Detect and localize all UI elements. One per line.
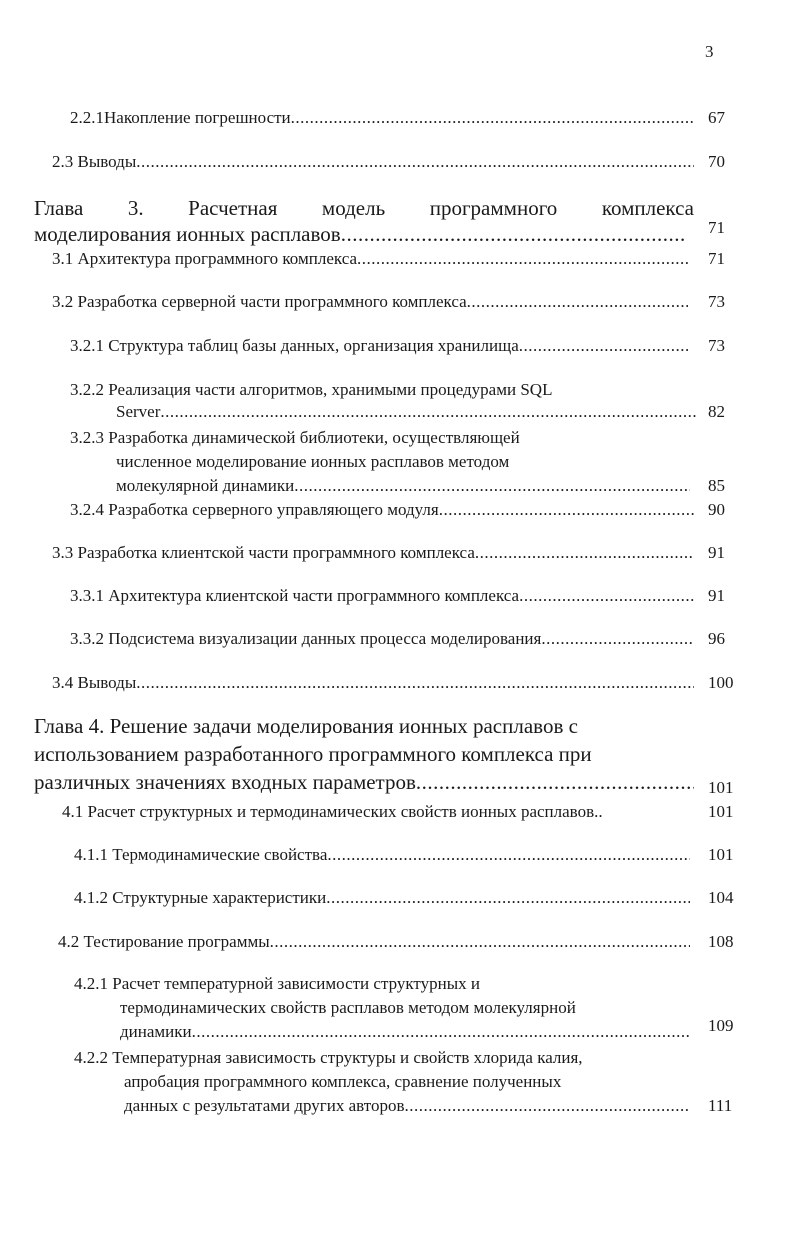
toc-entry-4-2-1-line3: [120, 1022, 690, 1042]
dot-leader: [136, 673, 694, 693]
toc-page-number: 73: [708, 336, 725, 355]
toc-page-number: 101: [708, 845, 734, 864]
toc-page-number: 101: [708, 778, 734, 797]
dot-leader: [294, 476, 690, 496]
chapter-word: 3.: [127, 196, 144, 220]
toc-entry-title: 3.3.2 Подсистема визуализации данных процесса моделирования: [70, 629, 542, 648]
toc-entry-title: 2.3 Выводы: [52, 152, 137, 171]
toc-entry-title: 3.1 Архитектура программного комплекса: [52, 249, 358, 268]
toc-page-number: 91: [708, 586, 725, 605]
toc-entry-title: молекулярной динамики: [116, 476, 295, 495]
toc-entry-3-2-3-line3: [116, 476, 690, 496]
dot-leader: [270, 932, 690, 952]
toc-entry-title: данных с результатами других авторов: [124, 1096, 405, 1115]
toc-entry-2-3: [52, 152, 694, 172]
toc-page-number: 85: [708, 476, 725, 495]
toc-chapter-3-line2: [34, 222, 684, 246]
toc-page-number: 96: [708, 629, 725, 648]
dot-leader: [416, 770, 694, 794]
toc-entry-4-2: [58, 932, 690, 952]
toc-page-number: 108: [708, 932, 734, 951]
toc-entry-title: 3.3 Разработка клиентской части программного комплекса: [52, 543, 475, 562]
toc-entry-4-2-1-line1: 4.2.1 Расчет температурной зависимости структурных и: [74, 974, 480, 993]
toc-entry-3-2-1: [70, 336, 688, 356]
toc-entry-3-3: [52, 543, 694, 563]
toc-page-number: 100: [708, 673, 734, 692]
toc-entry-4-2-2-line1: 4.2.2 Температурная зависимость структуры и свойств хлорида калия,: [74, 1048, 583, 1067]
toc-entry-4-1-2: [74, 888, 690, 908]
dot-leader: [326, 888, 690, 908]
chapter-word: Глава: [34, 196, 84, 220]
toc-page-number: 67: [708, 108, 725, 127]
toc-entry-4-1: 4.1 Расчет структурных и термодинамических свойств ионных расплавов..: [62, 802, 603, 821]
toc-entry-title: Server: [116, 402, 161, 421]
toc-page-number: 101: [708, 802, 734, 821]
toc-entry-2-2-1: [70, 108, 694, 128]
toc-chapter-3-heading: [34, 196, 694, 220]
page-number: 3: [705, 42, 714, 61]
dot-leader: [519, 336, 688, 356]
toc-page-number: 90: [708, 500, 725, 519]
dot-leader: [404, 1096, 690, 1116]
toc-entry-3-2-4: [70, 500, 694, 520]
toc-page-number: 70: [708, 152, 725, 171]
dot-leader: [327, 845, 690, 865]
toc-page-number: 109: [708, 1016, 734, 1035]
dot-leader: [467, 292, 688, 312]
toc-entry-3-2: [52, 292, 688, 312]
dot-leader: [291, 108, 694, 128]
toc-chapter-4-line2: использованием разработанного программного комплекса при: [34, 742, 592, 766]
chapter-word: Расчетная: [188, 196, 278, 220]
toc-page-number: 111: [708, 1096, 733, 1115]
toc-entry-title: 3.2.1 Структура таблиц базы данных, организация хранилища: [70, 336, 519, 355]
toc-entry-title: динамики: [120, 1022, 192, 1041]
toc-entry-3-2-3-line1: 3.2.3 Разработка динамической библиотеки, осуществляющей: [70, 428, 520, 447]
toc-entry-title: моделирования ионных расплавов: [34, 222, 341, 246]
toc-entry-3-2-3-line2: численное моделирование ионных расплавов методом: [116, 452, 510, 471]
toc-entry-title: 4.1.2 Структурные характеристики: [74, 888, 327, 907]
dot-leader: [192, 1022, 690, 1042]
toc-entry-3-2-2-line1: 3.2.2 Реализация части алгоритмов, хранимыми процедурами SQL: [70, 380, 553, 399]
toc-entry-3-1: [52, 249, 688, 269]
toc-entry-4-2-1-line2: термодинамических свойств расплавов методом молекулярной: [120, 998, 576, 1017]
toc-entry-title: 3.3.1 Архитектура клиентской части программного комплекса: [70, 586, 520, 605]
chapter-word: модель: [321, 196, 386, 220]
toc-page-number: 104: [708, 888, 734, 907]
dot-leader: [341, 222, 684, 246]
toc-page-number: 73: [708, 292, 725, 311]
toc-entry-4-2-2-line2: апробация программного комплекса, сравнение полученных: [124, 1072, 562, 1091]
chapter-word: программного: [429, 196, 558, 220]
dot-leader: [357, 249, 688, 269]
toc-page-number: 91: [708, 543, 725, 562]
toc-entry-title: различных значениях входных параметров: [34, 770, 416, 794]
toc-entry-title: 4.1.1 Термодинамические свойства: [74, 845, 328, 864]
toc-entry-4-1-1: [74, 845, 690, 865]
dot-leader: [541, 629, 694, 649]
toc-entry-title: 3.4 Выводы: [52, 673, 137, 692]
toc-chapter-4-line3: [34, 770, 694, 794]
toc-entry-3-3-1: [70, 586, 694, 606]
toc-entry-3-2-2-line2: [116, 402, 696, 422]
toc-entry-title: 4.2 Тестирование программы: [58, 932, 270, 951]
chapter-word: комплекса: [601, 196, 694, 220]
toc-page-number: 71: [708, 218, 725, 237]
toc-entry-3-3-2: [70, 629, 694, 649]
toc-entry-title: 2.2.1Накопление погрешности: [70, 108, 291, 127]
toc-entry-3-4: [52, 673, 694, 693]
dot-leader: [136, 152, 694, 172]
toc-page-number: 71: [708, 249, 725, 268]
dot-leader: [519, 586, 694, 606]
toc-chapter-4-line1: Глава 4. Решение задачи моделирования ионных расплавов с: [34, 714, 578, 738]
toc-entry-title: 3.2 Разработка серверной части программного комплекса: [52, 292, 467, 311]
toc-page-number: 82: [708, 402, 725, 421]
dot-leader: [439, 500, 694, 520]
dot-leader: [475, 543, 694, 563]
dot-leader: [160, 402, 696, 422]
toc-entry-4-2-2-line3: [124, 1096, 690, 1116]
toc-entry-title: 3.2.4 Разработка серверного управляющего модуля: [70, 500, 439, 519]
